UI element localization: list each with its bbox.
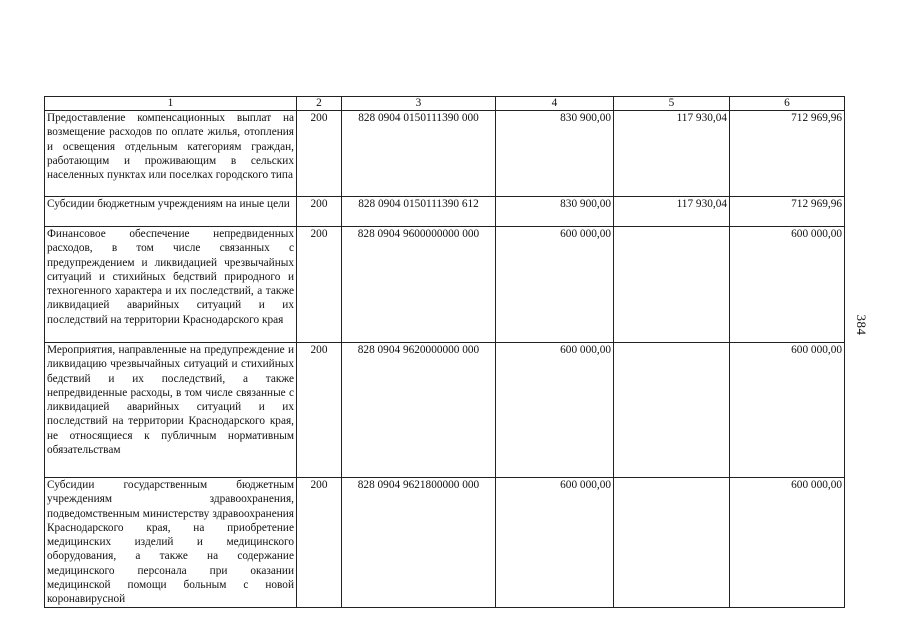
row-description: Субсидии бюджетным учреждениям на иные цели — [45, 197, 297, 227]
row-admin-code: 200 — [297, 478, 342, 608]
table-row — [45, 343, 845, 478]
row-admin-code: 200 — [297, 227, 342, 343]
row-executed-amount: 117 930,04 — [614, 111, 730, 197]
row-approved-amount: 600 000,00 — [496, 478, 614, 608]
row-remainder-amount: 600 000,00 — [730, 478, 845, 608]
row-budget-code: 828 0904 9621800000 000 — [342, 478, 496, 608]
table-row — [45, 197, 845, 227]
row-admin-code: 200 — [297, 343, 342, 478]
header-cell: 1 — [45, 97, 297, 111]
row-approved-amount: 830 900,00 — [496, 197, 614, 227]
row-remainder-amount: 600 000,00 — [730, 343, 845, 478]
row-budget-code: 828 0904 0150111390 000 — [342, 111, 496, 197]
row-description: Субсидии государственным бюджетным учреждениям здравоохранения, подведомственным министерству здравоохранения Краснодарского края, на приобретение медицинских изделий и медицинского оборудования, а также на содержание медицинского персонала при оказании медицинской помощи больным с новой коронавирусной — [45, 478, 297, 608]
row-description: Мероприятия, направленные на предупреждение и ликвидацию чрезвычайных ситуаций и стихийных бедствий и их последствий, а также непредвиденные расходы, в том числе связанные с ликвидацией аварийных ситуаций и их последствий на территории Краснодарского края, не относящиеся к публичным нормативным обязательствам — [45, 343, 297, 478]
row-description: Предоставление компенсационных выплат на возмещение расходов по оплате жилья, отопления и освещения отдельным категориям граждан, работающим и проживающим в сельских населенных пунктах или поселках городского типа — [45, 111, 297, 197]
row-remainder-amount: 600 000,00 — [730, 227, 845, 343]
budget-table — [44, 96, 845, 608]
row-budget-code: 828 0904 9620000000 000 — [342, 343, 496, 478]
table-row — [45, 227, 845, 343]
header-cell: 4 — [496, 97, 614, 111]
row-description: Финансовое обеспечение непредвиденных расходов, в том числе связанных с предупреждением и ликвидацией чрезвычайных ситуаций и стихийных бедствий природного и техногенного характера и их последствий, а также ликвидацией аварийных ситуаций и их последствий на территории Краснодарского края — [45, 227, 297, 343]
row-budget-code: 828 0904 9600000000 000 — [342, 227, 496, 343]
header-cell: 5 — [614, 97, 730, 111]
header-cell: 2 — [297, 97, 342, 111]
row-executed-amount — [614, 478, 730, 608]
row-approved-amount: 830 900,00 — [496, 111, 614, 197]
table-row — [45, 478, 845, 608]
page-number: 384 — [854, 314, 869, 336]
row-approved-amount: 600 000,00 — [496, 343, 614, 478]
table-row — [45, 111, 845, 197]
header-cell: 3 — [342, 97, 496, 111]
row-executed-amount: 117 930,04 — [614, 197, 730, 227]
table-header-row — [45, 97, 845, 111]
row-admin-code: 200 — [297, 197, 342, 227]
row-admin-code: 200 — [297, 111, 342, 197]
row-approved-amount: 600 000,00 — [496, 227, 614, 343]
row-remainder-amount: 712 969,96 — [730, 197, 845, 227]
header-cell: 6 — [730, 97, 845, 111]
row-remainder-amount: 712 969,96 — [730, 111, 845, 197]
row-executed-amount — [614, 227, 730, 343]
row-budget-code: 828 0904 0150111390 612 — [342, 197, 496, 227]
row-executed-amount — [614, 343, 730, 478]
